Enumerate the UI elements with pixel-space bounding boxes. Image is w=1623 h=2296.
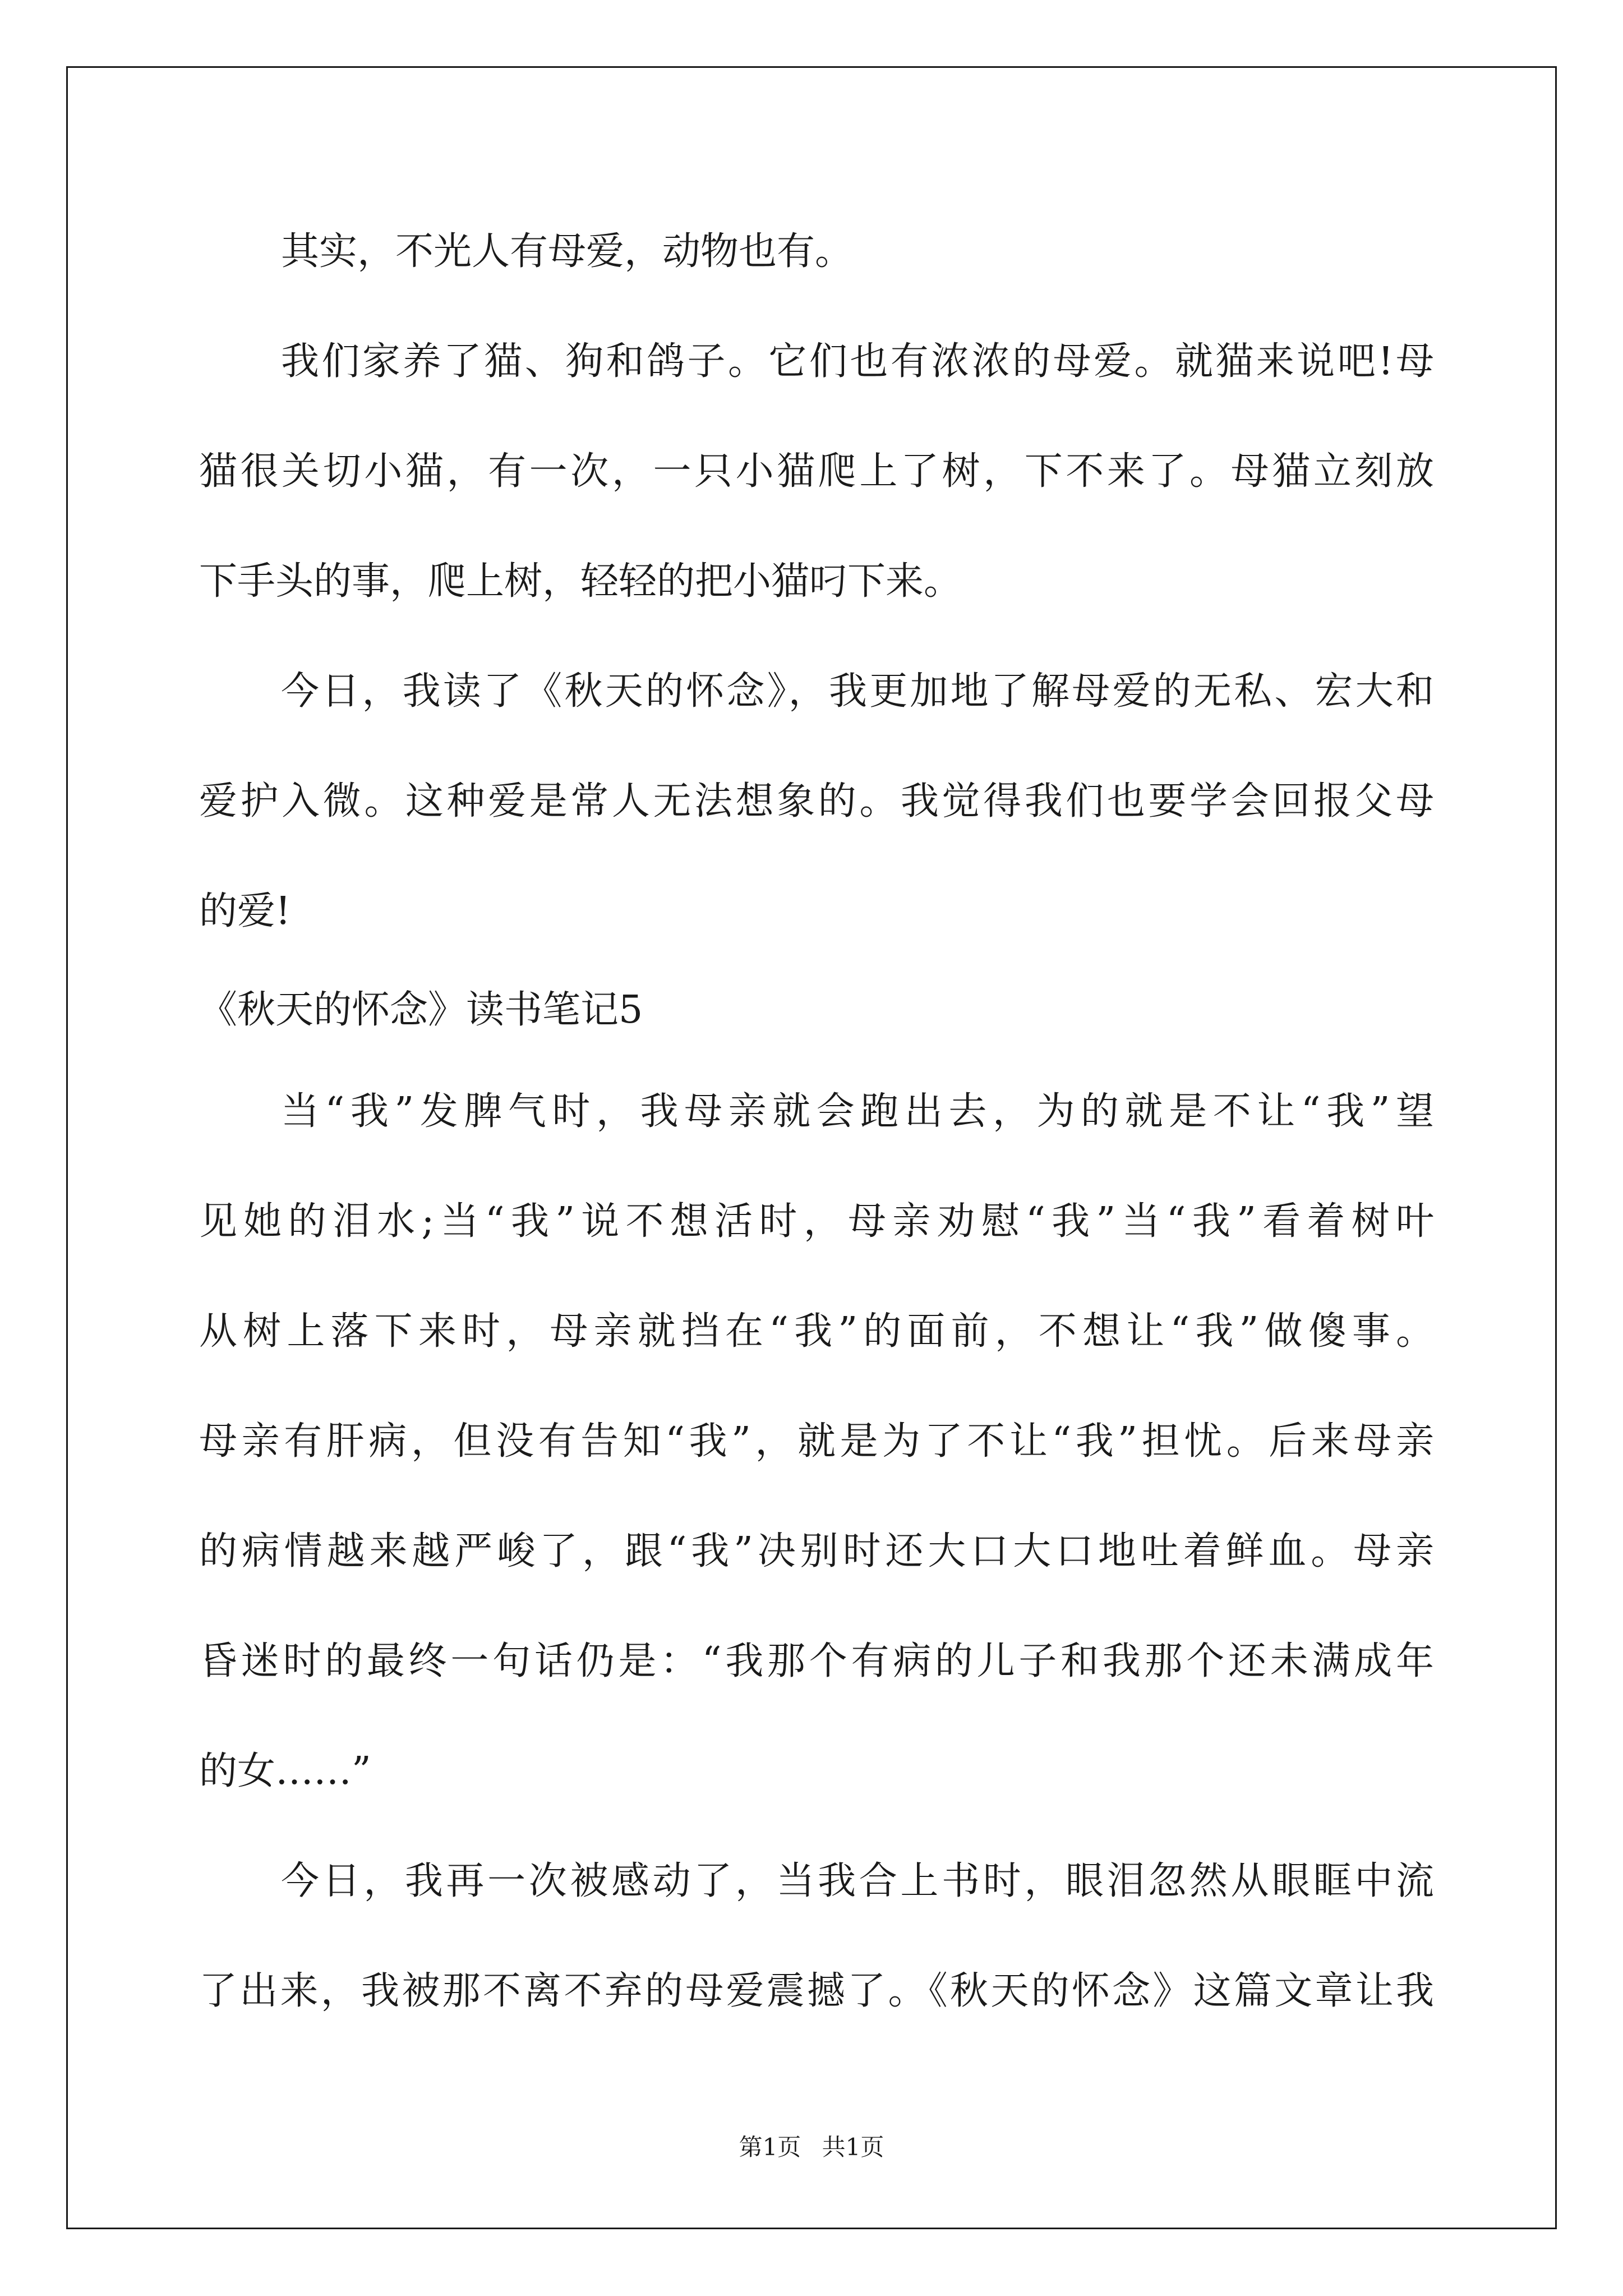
paragraph-line: 了出来，我被那不离不弃的母爱震撼了。《秋天的怀念》这篇文章让我 xyxy=(199,1969,1434,2013)
paragraph-line: 见她的泪水;当“我”说不想活时，母亲劝慰“我”当“我”看着树叶 xyxy=(199,1199,1434,1244)
page-footer xyxy=(0,2129,1623,2162)
paragraph-line: 猫很关切小猫，有一次，一只小猫爬上了树，下不来了。母猫立刻放 xyxy=(199,449,1434,494)
page-total: 共1页 xyxy=(822,2133,884,2161)
page-number: 第1页 xyxy=(739,2133,801,2161)
paragraph-line: 母亲有肝病，但没有告知“我”，就是为了不让“我”担忧。后来母亲 xyxy=(199,1419,1434,1464)
paragraph-line: 爱护入微。这种爱是常人无法想象的。我觉得我们也要学会回报父母 xyxy=(199,779,1434,823)
paragraph-line: 的女……” xyxy=(199,1749,371,1793)
paragraph-line: 今日，我再一次被感动了，当我合上书时，眼泪忽然从眼眶中流 xyxy=(281,1859,1434,1903)
paragraph-line: 当“我”发脾气时，我母亲就会跑出去，为的就是不让“我”望 xyxy=(281,1089,1434,1134)
paragraph-line: 其实，不光人有母爱，动物也有。 xyxy=(281,229,854,274)
paragraph-line: 我们家养了猫、狗和鸽子。它们也有浓浓的母爱。就猫来说吧!母 xyxy=(281,339,1434,384)
paragraph-line: 从树上落下来时，母亲就挡在“我”的面前，不想让“我”做傻事。 xyxy=(199,1309,1434,1354)
section-heading: 《秋天的怀念》读书笔记5 xyxy=(199,988,643,1032)
paragraph-line: 下手头的事，爬上树，轻轻的把小猫叼下来。 xyxy=(199,559,962,604)
paragraph-line: 的爱! xyxy=(199,889,291,933)
paragraph-line: 的病情越来越严峻了，跟“我”决别时还大口大口地吐着鲜血。母亲 xyxy=(199,1529,1434,1573)
paragraph-line: 今日，我读了《秋天的怀念》，我更加地了解母爱的无私、宏大和 xyxy=(281,669,1434,714)
paragraph-line: 昏迷时的最终一句话仍是：“我那个有病的儿子和我那个还未满成年 xyxy=(199,1639,1434,1683)
